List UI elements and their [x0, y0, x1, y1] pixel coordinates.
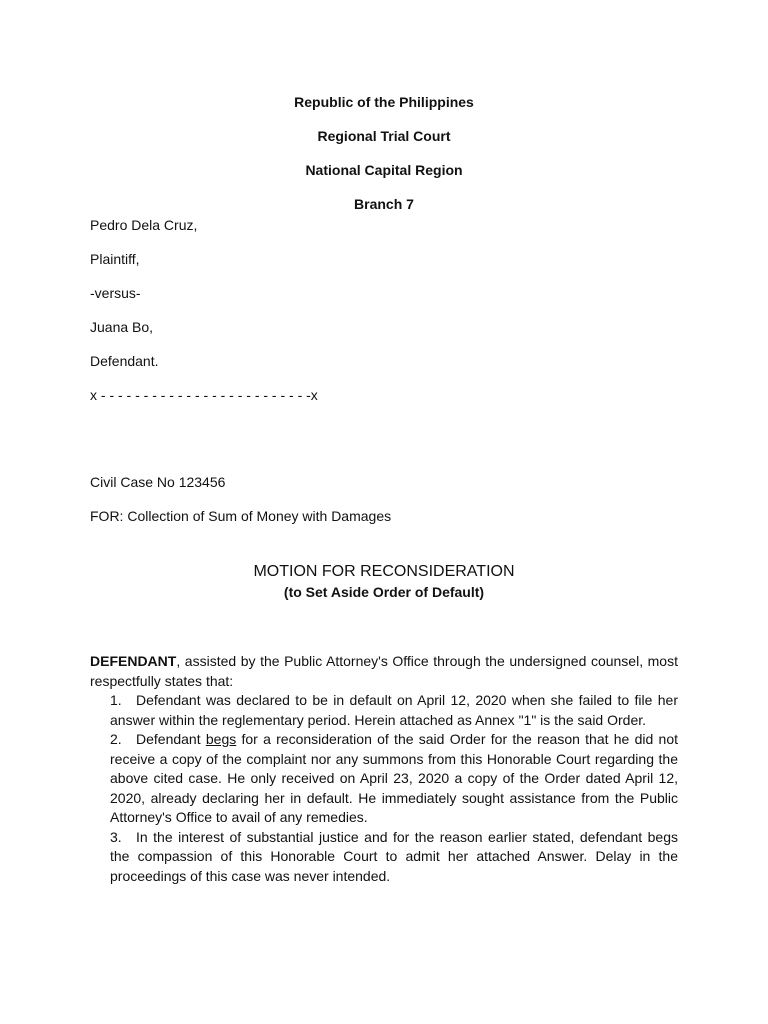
list-item: 2. Defendant begs for a reconsideration of the said Order for the reason that he did not receive a copy of the complaint nor any summons from this Honorable Court regarding the above cited case. He only received on April 23, 2020 a copy of the Order dated April 12, 2020, already declaring her in default. He immediately sought assistance from the Public Attorney's Office to avail of any remedies. [90, 730, 678, 828]
list-item-text: Defendant was declared to be in default on April 12, 2020 when she failed to file her answer within the reglementary period. Herein attached as Annex "1" is the said Order. [110, 692, 678, 728]
plaintiff-label: Plaintiff, [90, 251, 140, 267]
defendant-name: Juana Bo, [90, 319, 154, 335]
underlined-word: begs [205, 731, 237, 747]
list-item: 3. In the interest of substantial justice and for the reason earlier stated, defendant begs the compassion of this Honorable Court to admit her attached Answer. Delay in the proceedings of this case was never intended. [90, 828, 678, 887]
intro-text: , assisted by the Public Attorney's Office through the undersigned counsel, most respectfully states that: [90, 653, 678, 689]
intro-lead: DEFENDANT [90, 653, 177, 669]
list-item-text-start: Defendant [136, 731, 206, 747]
list-item-text [110, 730, 678, 828]
header-court: Regional Trial Court [317, 128, 451, 144]
list-item-text: In the interest of substantial justice and for the reason earlier stated, defendant begs the compassion of this Honorable Court to admit her attached Answer. Delay in the proceedings of this case was never intended. [110, 828, 678, 884]
header-branch: Branch 7 [354, 196, 414, 212]
case-nature: FOR: Collection of Sum of Money with Damages [90, 508, 392, 524]
caption-separator: x - - - - - - - - - - - - - - - - - - - - - - - - -x [90, 387, 318, 403]
intro-paragraph [90, 652, 678, 691]
numbered-list [90, 691, 678, 886]
case-number: Civil Case No 123456 [90, 474, 226, 490]
header-country: Republic of the Philippines [294, 94, 474, 110]
versus-label: -versus- [90, 285, 141, 301]
motion-title: MOTION FOR RECONSIDERATION [253, 563, 515, 580]
defendant-label: Defendant. [90, 353, 159, 369]
list-item: 1. Defendant was declared to be in default on April 12, 2020 when she failed to file her answer within the reglementary period. Herein attached as Annex "1" is the said Order. [90, 691, 678, 730]
plaintiff-name: Pedro Dela Cruz, [90, 217, 198, 233]
motion-subtitle: (to Set Aside Order of Default) [283, 584, 485, 600]
motion-body [90, 652, 678, 886]
header-region: National Capital Region [305, 162, 463, 178]
list-item-text-rest: for a reconsideration of the said Order for the reason that he did not receive a copy of the complaint nor any summons from this Honorable Court regarding the above cited case. He only received on April 23, 2020 a copy of the Order dated April 12, 2020, already declaring her in default. He immediately sought assistance from the Public Attorney's Office to avail of any remedies. [110, 731, 678, 825]
